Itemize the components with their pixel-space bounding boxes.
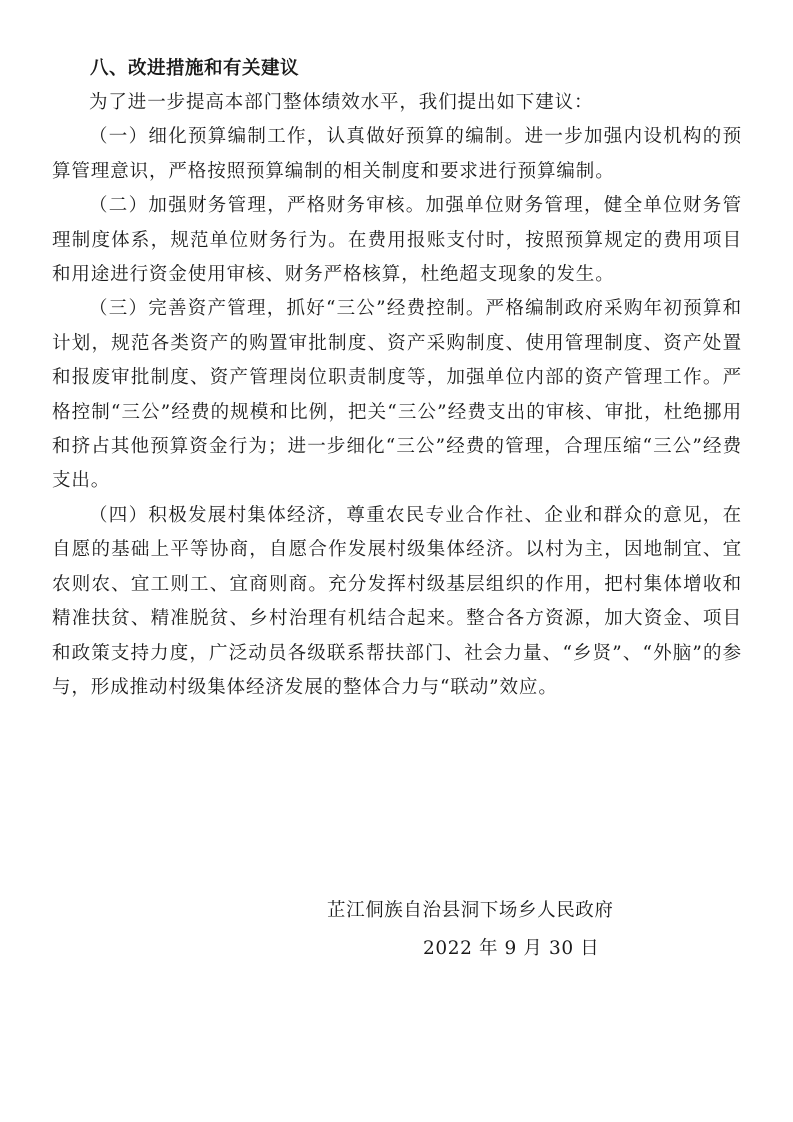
signature-date: 2022 年 9 月 30 日 [423, 938, 600, 959]
signature-org: 芷江侗族自治县洞下场乡人民政府 [327, 900, 614, 921]
document-body [52, 52, 742, 705]
paragraph-3: （三）完善资产管理，抓好“三公”经费控制。严格编制政府采购年初预算和计划，规范各类资产的购置审批制度、资产采购制度、使用管理制度、资产处置和报废审批制度、资产管理岗位职责制度等，加强单位内部的资产管理工作。严格控制“三公”经费的规模和比例，把关“三公”经费支出的审核、审批，杜绝挪用和挤占其他预算资金行为；进一步细化“三公”经费的管理，合理压缩“三公”经费支出。 [52, 298, 742, 492]
paragraph-2: （二）加强财务管理，严格财务审核。加强单位财务管理，健全单位财务管理制度体系，规范单位财务行为。在费用报账支付时，按照预算规定的费用项目和用途进行资金使用审核、财务严格核算，杜绝超支现象的发生。 [52, 195, 742, 286]
section-heading: 八、改进措施和有关建议 [90, 58, 300, 79]
paragraph-intro: 为了进一步提高本部门整体绩效水平，我们提出如下建议： [89, 92, 594, 113]
paragraph-1: （一）细化预算编制工作，认真做好预算的编制。进一步加强内设机构的预算管理意识，严格按照预算编制的相关制度和要求进行预算编制。 [52, 126, 742, 182]
signature-block [327, 892, 614, 968]
paragraph-4: （四）积极发展村集体经济，尊重农民专业合作社、企业和群众的意见，在自愿的基础上平等协商，自愿合作发展村级集体经济。以村为主，因地制宜、宜农则农、宜工则工、宜商则商。充分发挥村级基层组织的作用，把村集体增收和精准扶贫、精准脱贫、乡村治理有机结合起来。整合各方资源，加大资金、项目和政策支持力度，广泛动员各级联系帮扶部门、社会力量、“乡贤”、“外脑”的参与，形成推动村级集体经济发展的整体合力与“联动”效应。 [52, 504, 742, 698]
